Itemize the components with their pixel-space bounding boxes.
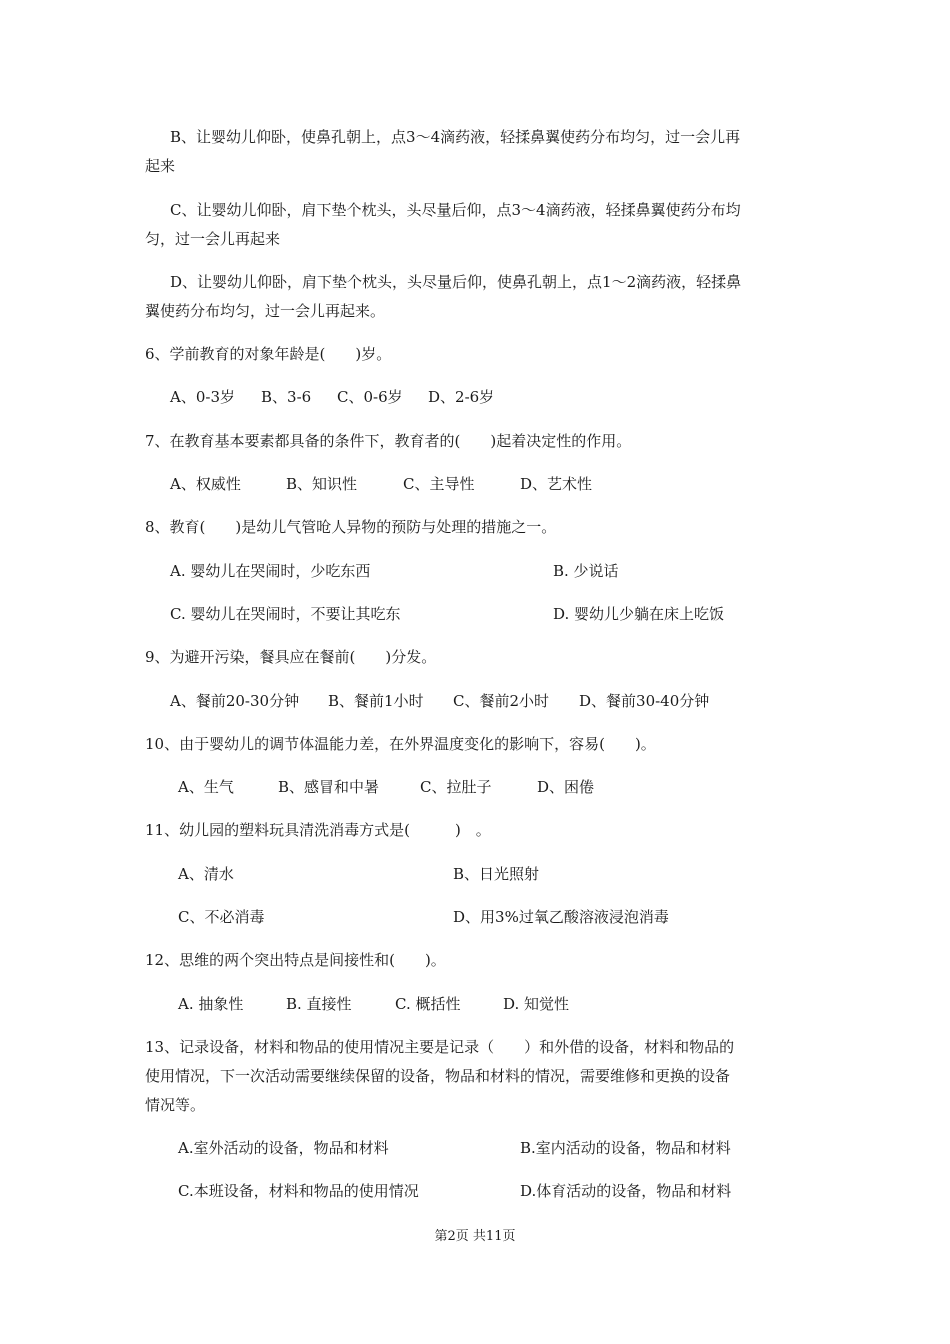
q13-option-a: A.室外活动的设备，物品和材料 <box>178 1139 389 1157</box>
q12-option-a: A. 抽象性 <box>178 995 244 1013</box>
q9-option-a: A、餐前20-30分钟 <box>170 692 300 710</box>
q5-option-d-line1: D、让婴幼儿仰卧，肩下垫个枕头，头尽量后仰，使鼻孔朝上，点1～2滴药液，轻揉鼻 <box>170 273 742 291</box>
q13-stem-line1: 13、记录设备，材料和物品的使用情况主要是记录（ ）和外借的设备，材料和物品的 <box>145 1038 735 1056</box>
q8-option-d: D. 婴幼儿少躺在床上吃饭 <box>553 605 725 623</box>
q10-option-b: B、感冒和中暑 <box>278 778 380 796</box>
q6-stem: 6、学前教育的对象年龄是( )岁。 <box>145 345 392 363</box>
q11-option-d: D、用3%过氧乙酸溶液浸泡消毒 <box>453 908 669 926</box>
q5-option-b-line2: 起来 <box>145 157 176 175</box>
q8-option-a: A. 婴幼儿在哭闹时，少吃东西 <box>170 562 371 580</box>
q7-option-d: D、艺术性 <box>520 475 593 493</box>
q12-option-d: D. 知觉性 <box>503 995 570 1013</box>
q6-option-a: A、0-3岁 <box>170 388 235 406</box>
q13-option-b: B.室内活动的设备，物品和材料 <box>520 1139 731 1157</box>
q11-option-b: B、日光照射 <box>453 865 540 883</box>
q13-option-d: D.体育活动的设备，物品和材料 <box>520 1182 732 1200</box>
q13-stem-line2: 使用情况，下一次活动需要继续保留的设备，物品和材料的情况，需要维修和更换的设备 <box>145 1067 731 1085</box>
q12-option-b: B. 直接性 <box>286 995 352 1013</box>
q10-stem: 10、由于婴幼儿的调节体温能力差，在外界温度变化的影响下，容易( )。 <box>145 735 656 753</box>
q11-option-a: A、清水 <box>178 865 234 883</box>
q9-option-c: C、餐前2小时 <box>453 692 550 710</box>
q9-option-d: D、餐前30-40分钟 <box>579 692 710 710</box>
q7-option-a: A、权威性 <box>170 475 241 493</box>
q12-stem: 12、思维的两个突出特点是间接性和( )。 <box>145 951 446 969</box>
q10-option-d: D、困倦 <box>537 778 595 796</box>
q9-option-b: B、餐前1小时 <box>328 692 424 710</box>
q11-option-c: C、不必消毒 <box>178 908 265 926</box>
q5-option-c-line1: C、让婴幼儿仰卧，肩下垫个枕头，头尽量后仰，点3～4滴药液，轻揉鼻翼使药分布均 <box>170 201 741 219</box>
page-number-footer: 第2页 共11页 <box>434 1229 516 1244</box>
q9-stem: 9、为避开污染，餐具应在餐前( )分发。 <box>145 648 437 666</box>
q10-option-c: C、拉肚子 <box>420 778 492 796</box>
q6-option-c: C、0-6岁 <box>337 388 403 406</box>
q5-option-c-line2: 匀，过一会儿再起来 <box>145 230 281 248</box>
q7-option-b: B、知识性 <box>286 475 358 493</box>
q11-stem: 11、幼儿园的塑料玩具清洗消毒方式是( ) 。 <box>145 821 491 839</box>
q8-option-b: B. 少说话 <box>553 562 619 580</box>
q7-option-c: C、主导性 <box>403 475 475 493</box>
q12-option-c: C. 概括性 <box>395 995 461 1013</box>
q13-stem-line3: 情况等。 <box>145 1096 206 1114</box>
q8-stem: 8、教育( )是幼儿气管呛人异物的预防与处理的措施之一。 <box>145 518 557 536</box>
q6-option-d: D、2-6岁 <box>428 388 495 406</box>
q8-option-c: C. 婴幼儿在哭闹时，不要让其吃东 <box>170 605 401 623</box>
q5-option-b-line1: B、让婴幼儿仰卧，使鼻孔朝上，点3～4滴药液，轻揉鼻翼使药分布均匀，过一会儿再 <box>170 128 741 146</box>
q10-option-a: A、生气 <box>178 778 234 796</box>
q13-option-c: C.本班设备，材料和物品的使用情况 <box>178 1182 419 1200</box>
q5-option-d-line2: 翼使药分布均匀，过一会儿再起来。 <box>145 302 386 320</box>
q7-stem: 7、在教育基本要素都具备的条件下，教育者的( )起着决定性的作用。 <box>145 432 632 450</box>
q6-option-b: B、3-6 <box>261 388 312 406</box>
